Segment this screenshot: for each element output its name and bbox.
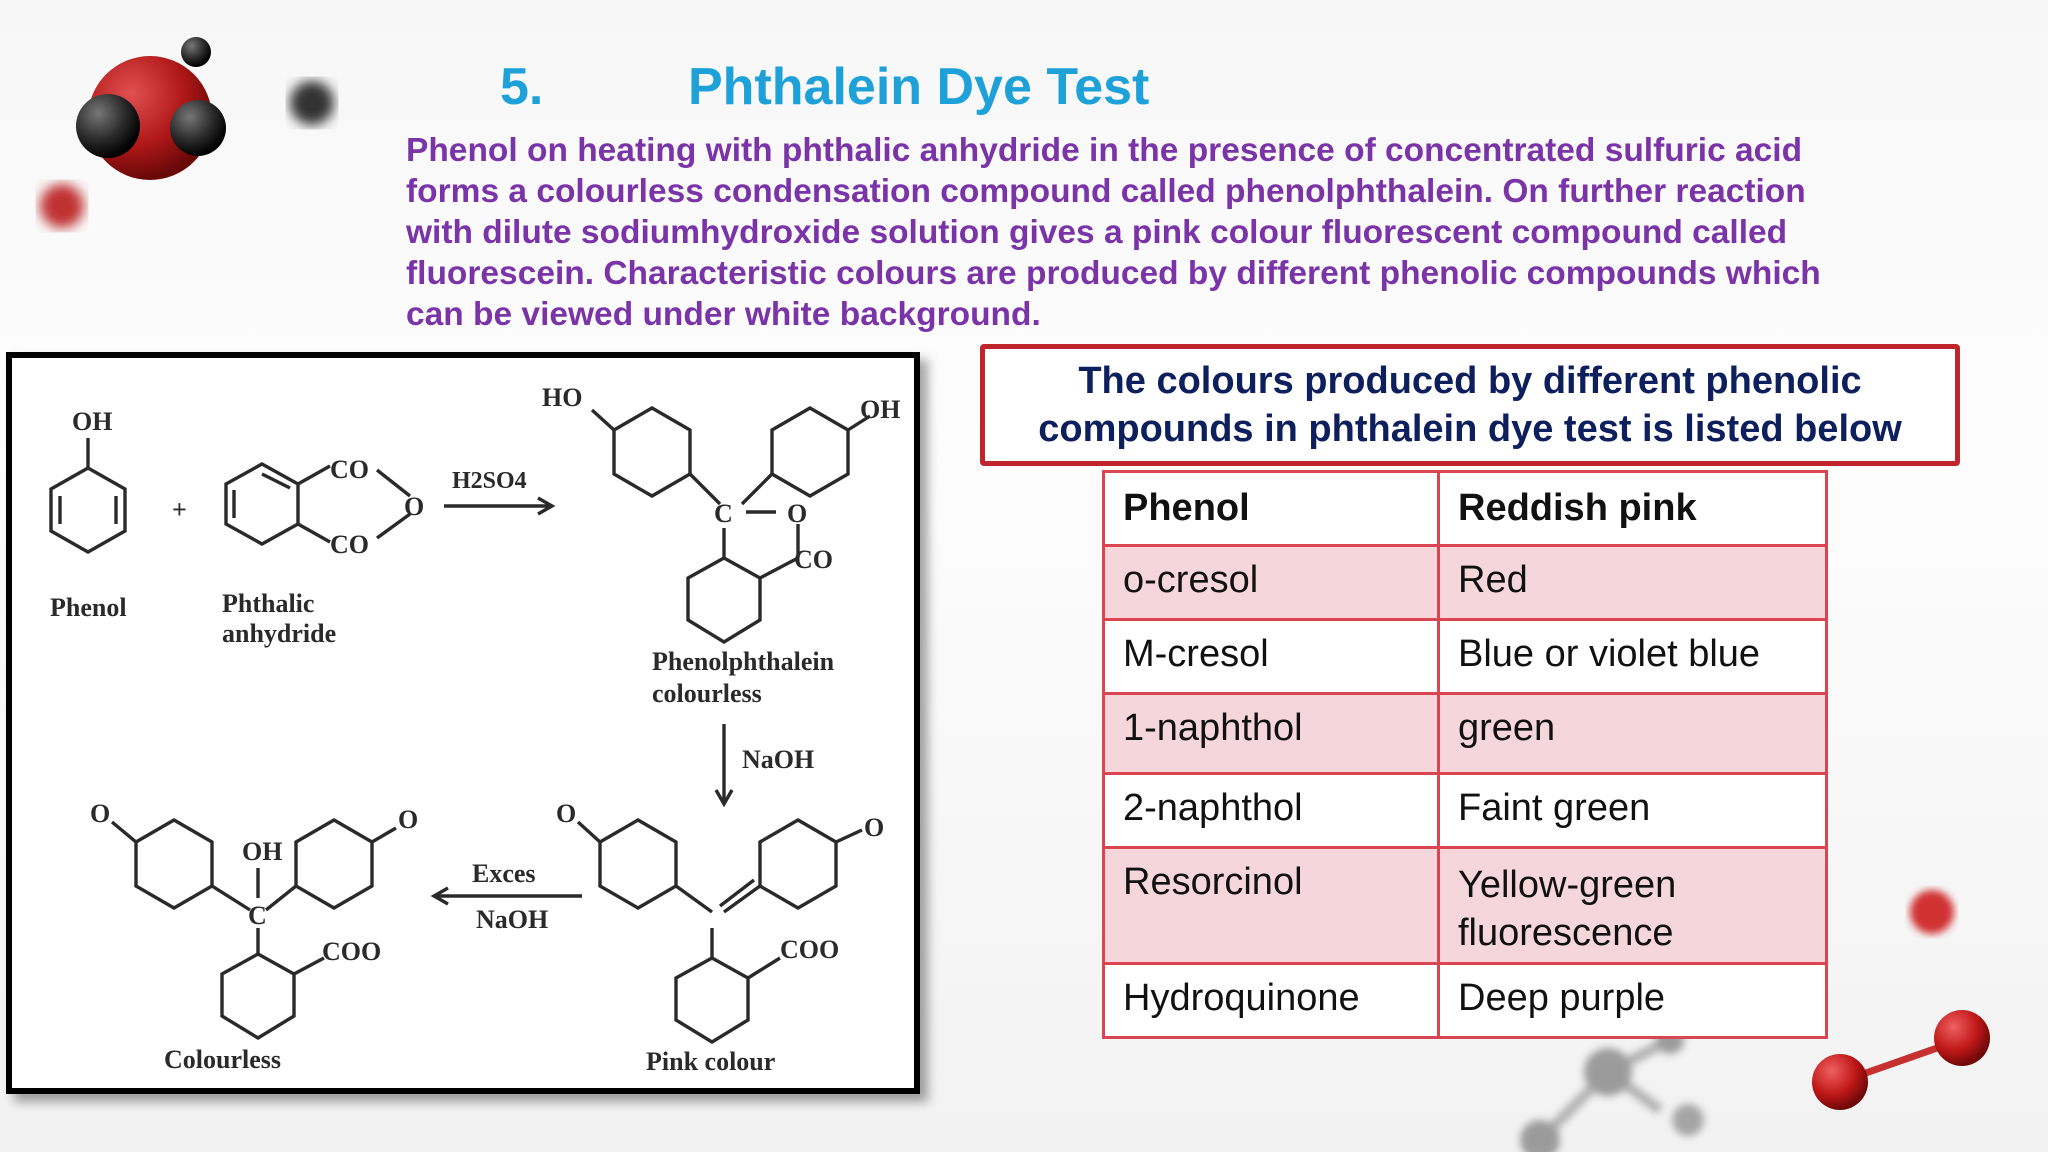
pink-coo-label: COO [780, 935, 840, 964]
oh-right-label: OH [860, 395, 901, 424]
table-header-row [1104, 472, 1827, 546]
anhydride-o: O [404, 492, 425, 521]
anhydride-co-bottom: CO [330, 530, 369, 559]
table-row [1104, 694, 1827, 774]
plus-sign: + [172, 495, 187, 524]
table-caption [980, 344, 1960, 466]
description-paragraph [406, 130, 1876, 335]
table-cell: Faint green [1439, 774, 1827, 848]
colourless-o-minus-right: O [398, 805, 419, 834]
phenol-label: Phenol [50, 593, 127, 622]
table-cell: green [1439, 694, 1827, 774]
table-header-cell: Phenol [1104, 472, 1439, 546]
table-header-cell: Reddish pink [1439, 472, 1827, 546]
exces-label: Exces [472, 859, 536, 888]
pink-o-keto-label: O [864, 813, 885, 842]
paragraph-line: with dilute sodiumhydroxide solution gives a pink colour fluorescent compound called [406, 214, 1788, 251]
phenolphthalein-label-2: colourless [652, 679, 762, 708]
lactone-o-label: O [787, 499, 808, 528]
pink-o-minus-label: O [556, 799, 577, 828]
anhydride-label-2: anhydride [222, 619, 337, 648]
table-row [1104, 620, 1827, 694]
naoh-down-arrow [716, 724, 814, 804]
colourless-coo-label: COO [322, 937, 382, 966]
slide-number: 5. [500, 58, 544, 116]
phenolphthalein-label-1: Phenolphthalein [652, 647, 835, 676]
table-cell: o-cresol [1104, 546, 1439, 620]
reaction-scheme-drawing [12, 358, 914, 1088]
paragraph-line: fluorescein. Characteristic colours are produced by different phenolic compounds which [406, 255, 1821, 292]
colourless-label: Colourless [164, 1045, 281, 1074]
pink-dianion-structure [556, 799, 884, 1076]
colourless-trianion-structure [90, 799, 418, 1074]
lactone-co-label: CO [794, 545, 833, 574]
paragraph-line: Phenol on heating with phthalic anhydride in the presence of concentrated sulfuric acid [406, 132, 1803, 169]
table-cell: M-cresol [1104, 620, 1439, 694]
table-row [1104, 848, 1827, 964]
central-c-label: C [714, 499, 733, 528]
paragraph-line: can be viewed under white background. [406, 296, 1041, 333]
table-cell: Hydroquinone [1104, 964, 1439, 1038]
table-cell: Red [1439, 546, 1827, 620]
slide-title: Phthalein Dye Test [688, 58, 1150, 116]
paragraph-line: forms a colourless condensation compound called phenolphthalein. On further reaction [406, 173, 1806, 210]
phenolic-colours-table [1102, 470, 1828, 1039]
h2so4-label: H2SO4 [452, 468, 527, 494]
molecule-decoration-top-left [0, 0, 380, 270]
table-cell: Yellow-green fluorescence [1439, 848, 1827, 964]
phenol-structure [50, 407, 127, 622]
colourless-oh-label: OH [242, 837, 283, 866]
reaction-scheme-image [6, 352, 920, 1094]
exces-naoh-arrow [434, 859, 582, 934]
phenol-oh-label: OH [72, 407, 113, 436]
naoh-2-label: NaOH [476, 905, 549, 934]
colourless-o-minus-left: O [90, 799, 111, 828]
table-row [1104, 774, 1827, 848]
table-cell: 2-naphthol [1104, 774, 1439, 848]
h2so4-arrow [444, 468, 552, 514]
phthalic-anhydride-structure [222, 455, 424, 648]
caption-line: The colours produced by different phenolic [1078, 360, 1862, 402]
table-row [1104, 964, 1827, 1038]
pink-colour-label: Pink colour [646, 1047, 776, 1076]
caption-line: compounds in phthalein dye test is listed below [1038, 408, 1902, 450]
anhydride-label-1: Phthalic [222, 589, 315, 618]
naoh-label: NaOH [742, 745, 815, 774]
table-cell: Blue or violet blue [1439, 620, 1827, 694]
slide-heading [500, 52, 1149, 122]
table-cell: Deep purple [1439, 964, 1827, 1038]
phenolphthalein-structure [542, 383, 900, 708]
table-cell: Resorcinol [1104, 848, 1439, 964]
table-row [1104, 546, 1827, 620]
ho-left-label: HO [542, 383, 583, 412]
anhydride-co-top: CO [330, 455, 369, 484]
table-cell: 1-naphthol [1104, 694, 1439, 774]
colourless-c-label: C [248, 901, 267, 930]
